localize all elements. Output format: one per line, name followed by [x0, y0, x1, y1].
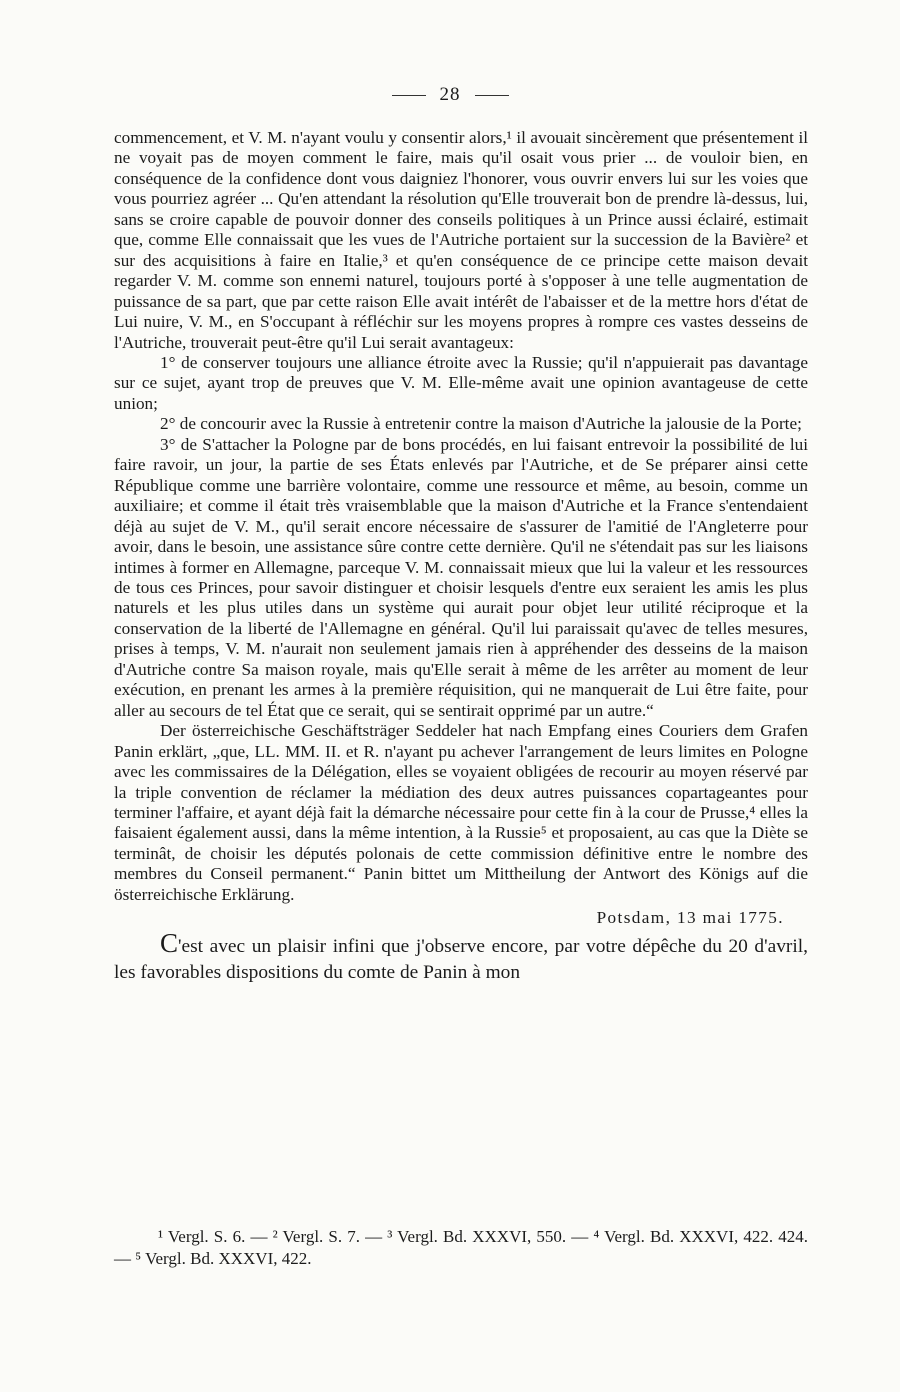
page-number: 28	[439, 84, 461, 105]
footnotes	[114, 1226, 808, 1270]
paragraph-continuation: commencement, et V. M. n'ayant voulu y consentir alors,¹ il avouait sincèrement que présentement il ne voyait pas de moyen comment le faire, mais qu'il osait vous prier ... de vouloir bien, en conséquence de la confidence dont vous daigniez l'honorer, vous ouvrir envers lui sur les voies que vous pourriez agréer ... Qu'en attendant la résolution qu'Elle trouverait bon de prendre là-dessus, lui, sans se croire capable de pouvoir donner des conseils politiques à un Prince aussi éclairé, estimait que, comme Elle connaissait que les vues de l'Autriche portaient sur la succession de la Bavière² et sur des acquisitions à faire en Italie,³ et qu'en conséquence de ce principe cette maison devait regarder V. M. comme son ennemi naturel, toujours porté à s'opposer à une telle augmentation de puissance de sa part, que par cette raison Elle avait intérêt de l'abaisser et de la mettre hors d'état de Lui nuire, V. M., en S'occupant à réfléchir sur les moyens propres à rompre ces vastes desseins de l'Autriche, trouverait peut-être qu'il Lui serait avantageux:	[114, 128, 808, 352]
paragraph-point-3: 3° de S'attacher la Pologne par de bons procédés, en lui faisant entrevoir la possibilité de lui faire ravoir, un jour, la partie de ses États enlevés par l'Autriche, et de Se préparer ainsi cette République comme une barrière volontaire, comme une ressource et même, au besoin, comme un auxiliaire; et comme il était très vraisemblable que la maison d'Autriche et la France s'entendaient déjà au sujet de V. M., qu'il serait encore nécessaire de s'assurer de l'amitié de l'Angleterre pour avoir, dans le besoin, une assistance sûre contre cette dernière. Qu'il ne s'étendait pas sur les liaisons intimes à former en Allemagne, parceque V. M. connaissait mieux que lui la valeur et les ressources de tous ces Princes, pour savoir distinguer et choisir lesquels d'entre eux seraient les amis les plus naturels et les plus utiles dans un système qui aurait pour objet leur utilité réciproque et la conservation de la liberté de l'Allemagne en général. Qu'il lui paraissait qu'avec de telles mesures, prises à temps, V. M. n'aurait non seulement jamais rien à appréhender des desseins de la maison d'Autriche contre Sa maison royale, mais qu'Elle serait à même de les arrêter au moment de leur exécution, en prenant les armes à la première réquisition, qui ne manquerait de Lui être faite, pour aller au secours de tel État que ce serait, qui se sentirait opprimé par un autre.“	[114, 434, 808, 720]
footnote-text: ¹ Vergl. S. 6. — ² Vergl. S. 7. — ³ Vergl. Bd. XXXVI, 550. — ⁴ Vergl. Bd. XXXVI, 422. 424. — ⁵ Vergl. Bd. XXXVI, 422.	[114, 1227, 808, 1268]
dateline: Potsdam, 13 mai 1775.	[596, 908, 784, 928]
paragraph-point-2: 2° de concourir avec la Russie à entretenir contre la maison d'Autriche la jalousie de la Porte;	[160, 414, 802, 434]
paragraph-summary: Der österreichische Geschäftsträger Seddeler hat nach Empfang eines Couriers dem Grafen Panin erklärt, „que, LL. MM. II. et R. n'ayant pu achever l'arrangement de leurs limites en Pologne avec les commissaires de la Délégation, elles se voyaient obligées de recourir au moyen réservé par la triple convention de réclamer la médiation des deux autres puissances copartageantes pour terminer l'affaire, et ayant déjà fait la démarche nécessaire pour cette fin à la cour de Prusse,⁴ elles la faisaient également aussi, dans la même intention, à la Russie⁵ et proposaient, au cas que la Diète se terminât, de choisir les députés polonais de cette commission définitive entre le nombre des membres du Conseil permanent.“ Panin bittet um Mittheilung der Antwort des Königs auf die österreichische Erklärung.	[114, 721, 808, 904]
letter-text: 'est avec un plaisir infini que j'observe encore, par votre dépêche du 20 d'avril, les favorables dispositions du comte de Panin à mon	[114, 936, 808, 984]
letter-initial: C	[160, 928, 179, 959]
header-rule-right	[475, 95, 509, 96]
header-rule-left	[392, 95, 426, 96]
letter-opening	[114, 928, 808, 986]
paragraph-point-1: 1° de conserver toujours une alliance étroite avec la Russie; qu'il n'appuierait pas davantage sur ce sujet, ayant trop de preuves que V. M. Elle-même avait une opinion avantageuse de cette union;	[114, 352, 808, 413]
page-header	[0, 84, 900, 106]
main-text	[114, 128, 808, 986]
